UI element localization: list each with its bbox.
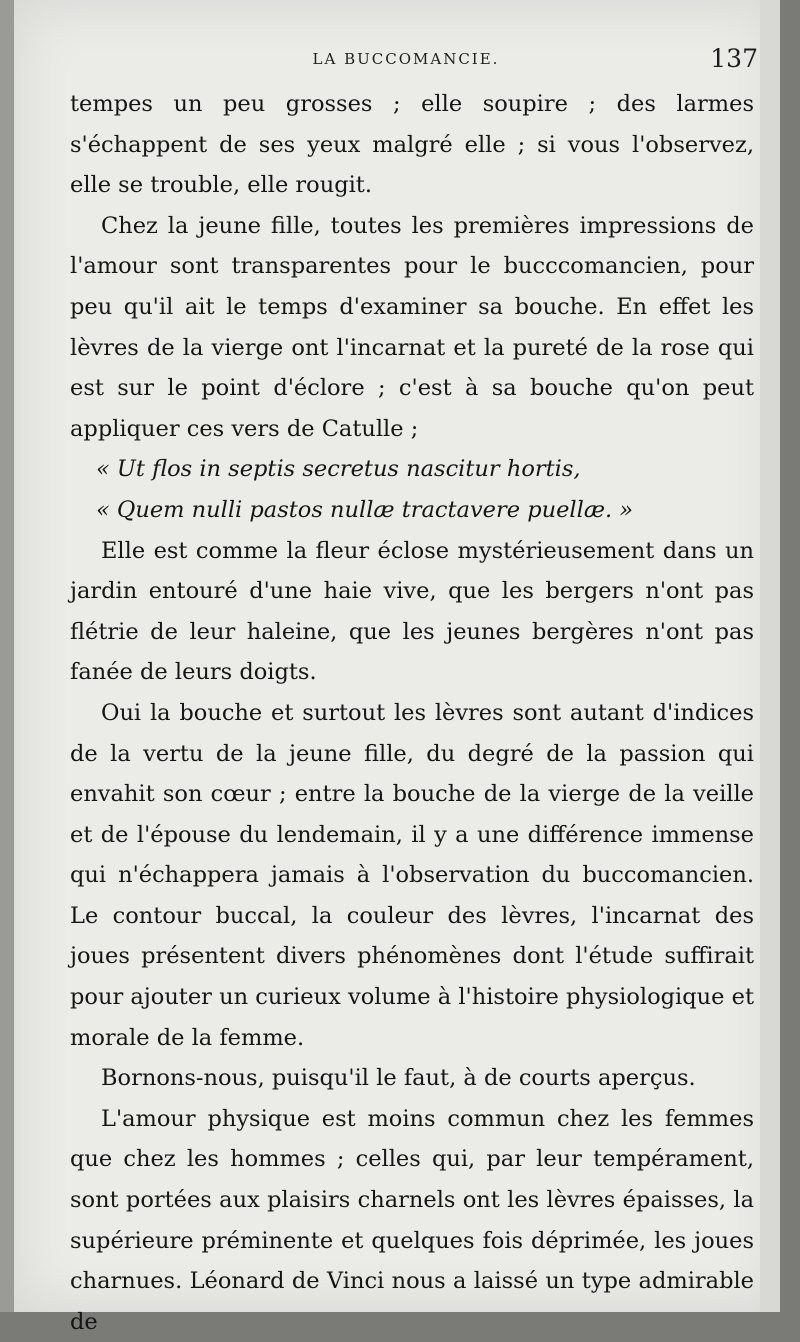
book-page [14, 0, 780, 1335]
verse-line: « Ut flos in septis secretus nascitur hortis, [96, 456, 581, 483]
page-header [54, 44, 758, 80]
scan-left-margin [0, 0, 14, 1312]
paragraph-continuation: tempes un peu grosses ; elle soupire ; des larmes s'échappent de ses yeux malgré elle ; si vous l'observez, elle se trouble, elle rougit. [70, 91, 754, 199]
paragraph: Bornons-nous, puisqu'il le faut, à de courts aperçus. [101, 1065, 696, 1092]
verse-line: « Quem nulli pastos nullæ tractavere puellæ. » [96, 496, 634, 523]
running-title: LA BUCCOMANCIE. [312, 50, 500, 68]
paragraph: Oui la bouche et surtout les lèvres sont autant d'indices de la vertu de la jeune fille, du degré de la passion qui envahit son cœur ; entre la bouche de la vierge de la veille et de l'épouse du lendemain, il y a une différence immense qui n'échappera jamais à l'observation du buccomancien. Le contour buccal, la couleur des lèvres, l'incarnat des joues présentent divers phénomènes dont l'étude suffirait pour ajouter un curieux volume à l'histoire physiologique et morale de la femme. [70, 699, 754, 1051]
page-edge [760, 0, 780, 1312]
paragraph: Elle est comme la fleur éclose mystérieusement dans un jardin entouré d'une haie vive, que les bergers n'ont pas flétrie de leur haleine, que les jeunes bergères n'ont pas fanée de leurs doigts. [70, 537, 754, 686]
page-number: 137 [710, 44, 758, 73]
body-text [70, 84, 754, 1342]
paragraph: Chez la jeune fille, toutes les premières impressions de l'amour sont transparentes pour le bucccomancien, pour peu qu'il ait le temps d'examiner sa bouche. En effet les lèvres de la vierge ont l'incarnat et la pureté de la rose qui est sur le point d'éclore ; c'est à sa bouche qu'on peut appliquer ces vers de Catulle ; [70, 212, 754, 442]
paragraph: L'amour physique est moins commun chez les femmes que chez les hommes ; celles qui, par leur tempérament, sont portées aux plaisirs charnels ont les lèvres épaisses, la supérieure préminente et quelques fois déprimée, les joues charnues. Léonard de Vinci nous a laissé un type admirable de [70, 1105, 754, 1335]
